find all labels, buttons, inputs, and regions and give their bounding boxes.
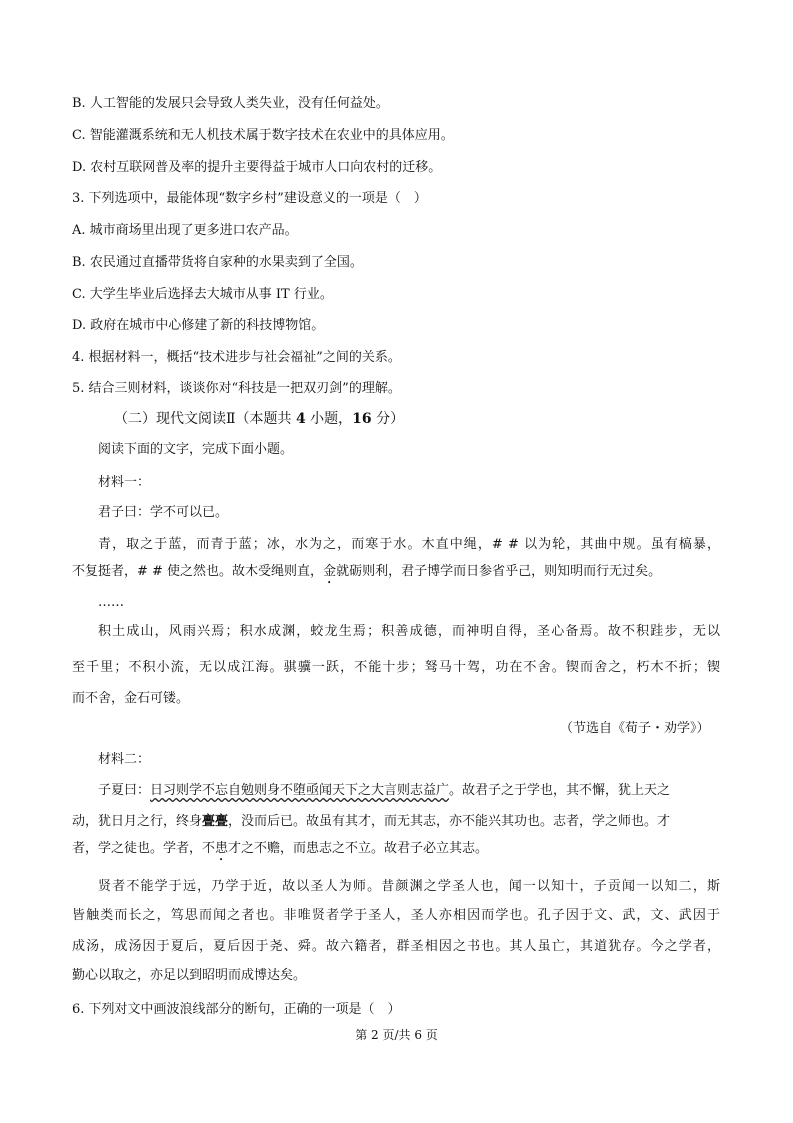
ellipsis: …… [98,595,124,610]
material-2-p2-line2: 皆触类而长之，笃思而闻之者也。非唯贤者学于圣人，圣人亦相因而学也。孔子因于文、武，文、武因于 [72,908,720,923]
bold-text: 亹亹 [202,814,229,829]
material-1-label: 材料一： [98,475,151,490]
material-2-label: 材料二： [98,752,151,767]
question-5: 5. 结合三则材料，谈谈你对“科技是一把双刃剑”的理解。 [72,381,401,396]
text-span: ，没而后已。故虽有其才，而无其志，亦不能兴其功也。志者，学之师也。才 [228,814,671,829]
material-2-p2-line1: 贤者不能学于远，乃学于近，故以圣人为师。昔颜渊之学圣人也，闻一以知十，子贡闻一以知二，斯 [98,879,720,894]
text-span: 动，犹日月之行，终身 [72,814,203,829]
material-1-p2-line3: 而不舍，金石可镂。 [72,691,190,706]
material-2-p1-line1 [98,782,670,800]
dotted-char: 金 [323,564,337,579]
q3-option-a: A. 城市商场里出现了更多进口农产品。 [72,223,298,238]
wavy-underlined-text: 日习则学不忘自勉则身不堕亟闻天下之大言则志益广 [150,783,450,798]
text-span: 者，学之徒也。学者，不 [72,841,216,856]
section-score: 16 [352,411,372,427]
question-6: 6. 下列对文中画波浪线部分的断句，正确的一项是（ ） [72,1002,401,1017]
material-2-p2-line3: 成汤，成汤因于夏后，夏后因于尧、舜。故六籍者，群圣相因之书也。其人虽亡，其道犹存。今之学者， [72,939,720,954]
section-heading-prefix: （二）现代文阅读Ⅱ（本题共 [114,411,292,427]
section-heading [114,410,404,428]
q2-option-b: B. 人工智能的发展只会导致人类失业，没有任何益处。 [72,96,389,111]
material-1-opening: 君子曰：学不可以已。 [98,505,229,520]
question-4: 4. 根据材料一，概括“技术进步与社会福祉”之间的关系。 [72,350,401,365]
q3-option-c: C. 大学生毕业后选择去大城市从事 IT 行业。 [72,287,333,302]
material-1-p2-line2: 至千里；不积小流，无以成江海。骐骥一跃，不能十步；驽马十驾，功在不舍。锲而舍之，朽木不折；锲 [72,660,720,675]
q2-option-c: C. 智能灌溉系统和无人机技术属于数字技术在农业中的具体应用。 [72,128,454,143]
q3-option-d: D. 政府在城市中心修建了新的科技博物馆。 [72,318,325,333]
section-question-count: 4 [295,411,306,427]
material-1-source: （节选自《荀子・劝学》） [560,721,710,736]
q3-option-b: B. 农民通过直播带货将自家种的水果卖到了全国。 [72,255,363,270]
q3-stem: 3. 下列选项中，最能体现“数字乡村”建设意义的一项是（ ） [72,191,427,206]
text-span: 子夏曰： [98,783,151,798]
text-span: 不复挺者，# # 使之然也。故木受绳则直， [72,564,324,579]
dotted-char: 患 [215,841,229,856]
section-heading-suffix: 分） [376,411,405,427]
material-1-p1-line1: 青，取之于蓝，而青于蓝；冰，水为之，而寒于水。木直中绳，# # 以为轮，其曲中规。虽有槁暴， [98,537,720,552]
material-1-p2-line1: 积土成山，风雨兴焉；积水成渊，蛟龙生焉；积善成德，而神明自得，圣心备焉。故不积跬步，无以 [98,624,720,639]
material-2-p1-line2 [72,813,670,831]
material-2-p2-line4: 勤心以取之，亦足以到昭明而成博达矣。 [72,968,307,983]
page-footer: 第 2 页/共 6 页 [355,1028,438,1042]
text-span: 就砺则利，君子博学而日参省乎己，则知明而行无过矣。 [336,564,662,579]
text-span: 才之不赡，而患志之不立。故君子必立其志。 [228,841,489,856]
material-2-p1-line3 [72,840,488,864]
section-heading-mid: 小题， [310,411,353,427]
reading-instruction: 阅读下面的文字，完成下面小题。 [98,442,294,457]
q2-option-d: D. 农村互联网普及率的提升主要得益于城市人口向农村的迁移。 [72,160,442,175]
material-1-p1-line2 [72,563,661,587]
text-span: 。故君子之于学也，其不懈，犹上天之 [449,783,671,798]
